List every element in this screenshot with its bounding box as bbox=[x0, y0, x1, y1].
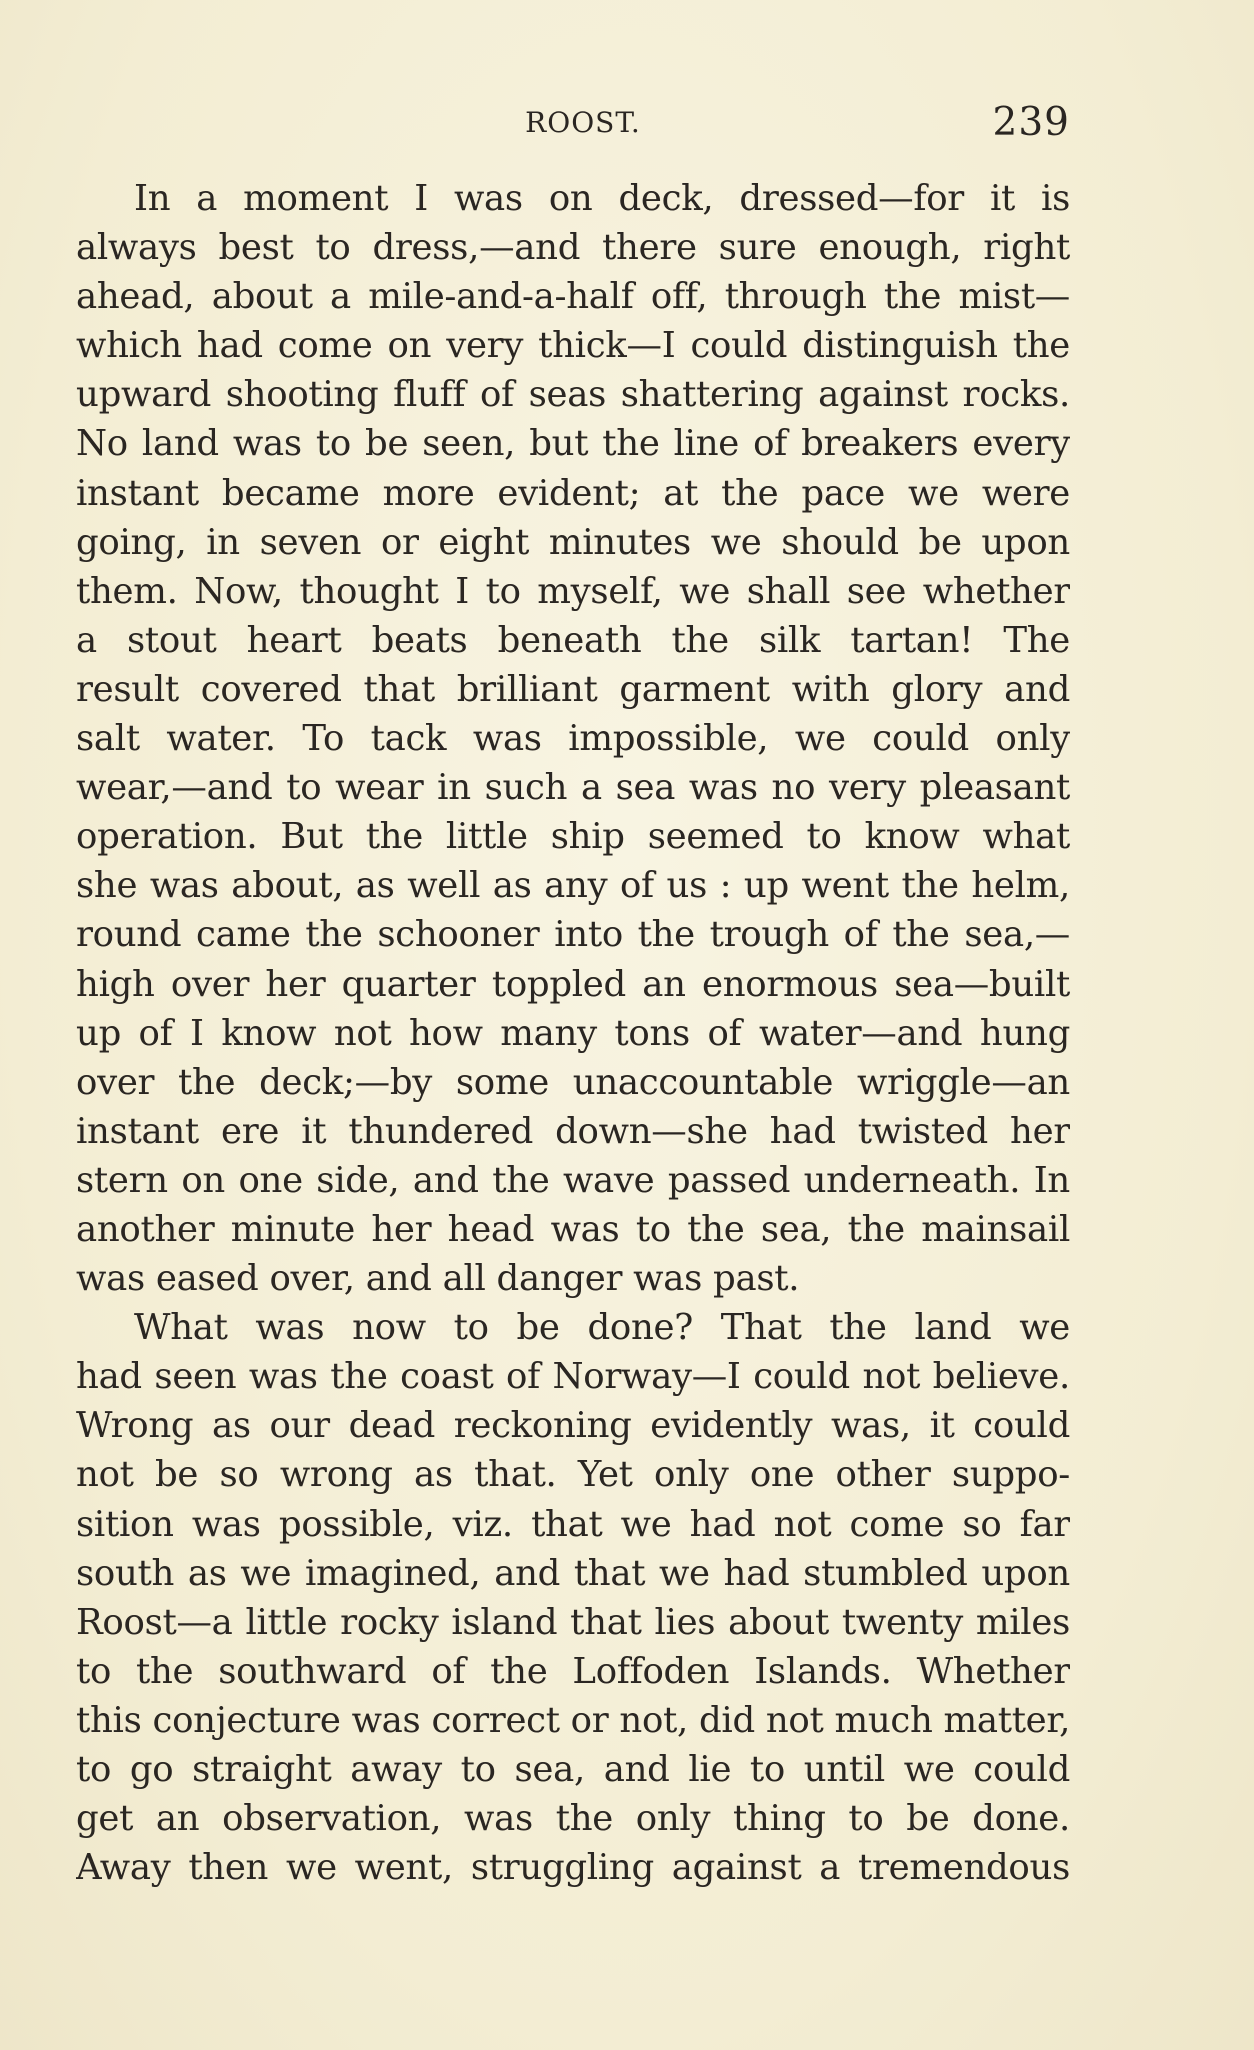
text-line: not be so wrong as that. Yet only one other suppo- bbox=[76, 1454, 1070, 1496]
text-line: stern on one side, and the wave passed underneath. In bbox=[76, 1159, 1070, 1201]
text-line: Away then we went, struggling against a tremendous bbox=[76, 1847, 1070, 1889]
text-line: which had come on very thick—I could distinguish the bbox=[76, 325, 1070, 367]
text-line: up of I know not how many tons of water—and hung bbox=[76, 1012, 1070, 1054]
text-line: ahead, about a mile-and-a-half off, through the mist— bbox=[76, 276, 1070, 318]
text-line: instant ere it thundered down—she had twisted her bbox=[76, 1110, 1070, 1152]
text-line: get an observation, was the only thing to be done. bbox=[76, 1798, 1070, 1840]
page-header bbox=[76, 100, 1070, 150]
text-line: had seen was the coast of Norway—I could not believe. bbox=[76, 1356, 1070, 1398]
text-line: south as we imagined, and that we had stumbled upon bbox=[76, 1552, 1070, 1594]
text-line: What was now to be done? That the land we bbox=[134, 1307, 1070, 1349]
text-line: upward shooting fluff of seas shattering against rocks. bbox=[76, 374, 1070, 416]
text-line: going, in seven or eight minutes we should be upon bbox=[76, 521, 1070, 563]
body-text bbox=[76, 174, 1070, 1892]
text-line: result covered that brilliant garment with glory and bbox=[76, 668, 1070, 710]
text-line: round came the schooner into the trough of the sea,— bbox=[76, 914, 1070, 956]
text-line: Roost—a little rocky island that lies about twenty miles bbox=[76, 1601, 1070, 1643]
text-line: this conjecture was correct or not, did not much matter, bbox=[76, 1699, 1070, 1741]
text-line: to the southward of the Loffoden Islands. Whether bbox=[76, 1650, 1070, 1692]
text-line: to go straight away to sea, and lie to until we could bbox=[76, 1749, 1070, 1790]
text-line: was eased over, and all danger was past. bbox=[76, 1258, 800, 1300]
text-line: Wrong as our dead reckoning evidently was, it could bbox=[76, 1405, 1070, 1447]
text-line: a stout heart beats beneath the silk tartan! The bbox=[76, 619, 1070, 661]
text-line: wear,—and to wear in such a sea was no very pleasant bbox=[76, 767, 1070, 809]
text-line: always best to dress,—and there sure enough, right bbox=[76, 227, 1070, 269]
text-line: high over her quarter toppled an enormous sea—built bbox=[76, 963, 1070, 1005]
text-line: another minute her head was to the sea, the mainsail bbox=[76, 1208, 1070, 1250]
running-head: ROOST. bbox=[525, 106, 641, 139]
page-number: 239 bbox=[992, 100, 1070, 145]
text-line: operation. But the little ship seemed to know what bbox=[76, 816, 1070, 858]
text-line: them. Now, thought I to myself, we shall see whether bbox=[76, 570, 1070, 612]
text-line: No land was to be seen, but the line of breakers every bbox=[76, 423, 1070, 465]
text-line: sition was possible, viz. that we had not come so far bbox=[76, 1503, 1070, 1545]
text-line: instant became more evident; at the pace we were bbox=[76, 472, 1070, 514]
text-line: salt water. To tack was impossible, we could only bbox=[76, 718, 1070, 760]
text-line: she was about, as well as any of us : up went the helm, bbox=[76, 865, 1070, 907]
text-line: In a moment I was on deck, dressed—for it is bbox=[134, 178, 1070, 219]
text-line: over the deck;—by some unaccountable wriggle—an bbox=[76, 1061, 1070, 1103]
